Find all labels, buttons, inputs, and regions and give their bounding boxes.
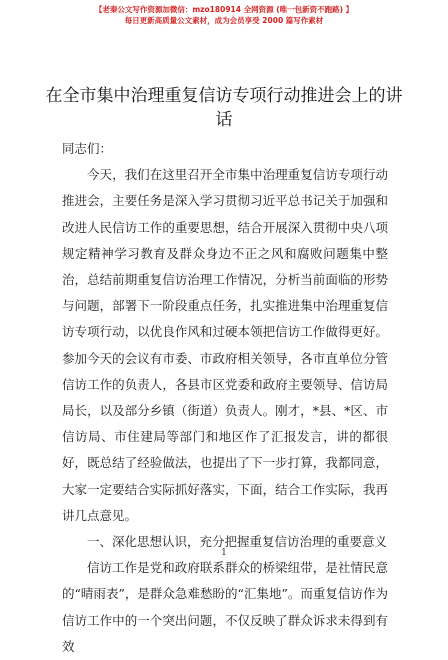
document-title: 在全市集中治理重复信访专项行动推进会上的讲话 <box>45 86 403 130</box>
promo-banner-line-2: 每日更新高质量公文素材，成为会员享受 2000 篇写作素材 <box>124 16 324 25</box>
page-number: 1 <box>221 548 227 558</box>
greeting: 同志们： <box>62 141 113 156</box>
promo-banner <box>0 4 448 26</box>
section-heading: 一、深化思想认识，充分把握重复信访治理的重要意义 <box>87 534 388 550</box>
body-paragraph: 今天，我们在这里召开全市集中治理重复信访专项行动推进会，主要任务是深入学习贯彻习近平总书记关于加强和改进人民信访工作的重要思想，结合开展深入贯彻中央八项规定精神学习教育及群众身边不正之风和腐败问题集中整治，总结前期重复信访治理工作情况，分析当前面临的形势与问题，部署下一阶段重点任务，扎实推进集中治理重复信访专项行动，以优良作风和过硬本领把信访工作做得更好。参加今天的会议有市委、市政府相关领导，各市直单位分管信访工作的负责人，各县市区党委和政府主要领导、信访局局长，以及部分乡镇（街道）负责人。刚才，*县、*区、市信访局、市住建局等部门和地区作了汇报发言，讲的都很好，既总结了经验做法，也提出了下一步打算，我都同意，大家一定要结合实际抓好落实，下面，结合工作实际，我再讲几点意见。 <box>62 167 388 523</box>
body-paragraph: 信访工作是党和政府联系群众的桥梁纽带，是社情民意的“晴雨表”，是群众急难愁盼的“汇集地”。而重复信访作为信访工作中的一个突出问题，不仅反映了群众诉求未得到有效 <box>62 560 388 654</box>
document-body <box>62 136 388 660</box>
promo-banner-line-1: 【老秦公文写作资源加微信：mzo180914 全网资源 (唯一包新资不跑路) 】 <box>94 5 354 14</box>
